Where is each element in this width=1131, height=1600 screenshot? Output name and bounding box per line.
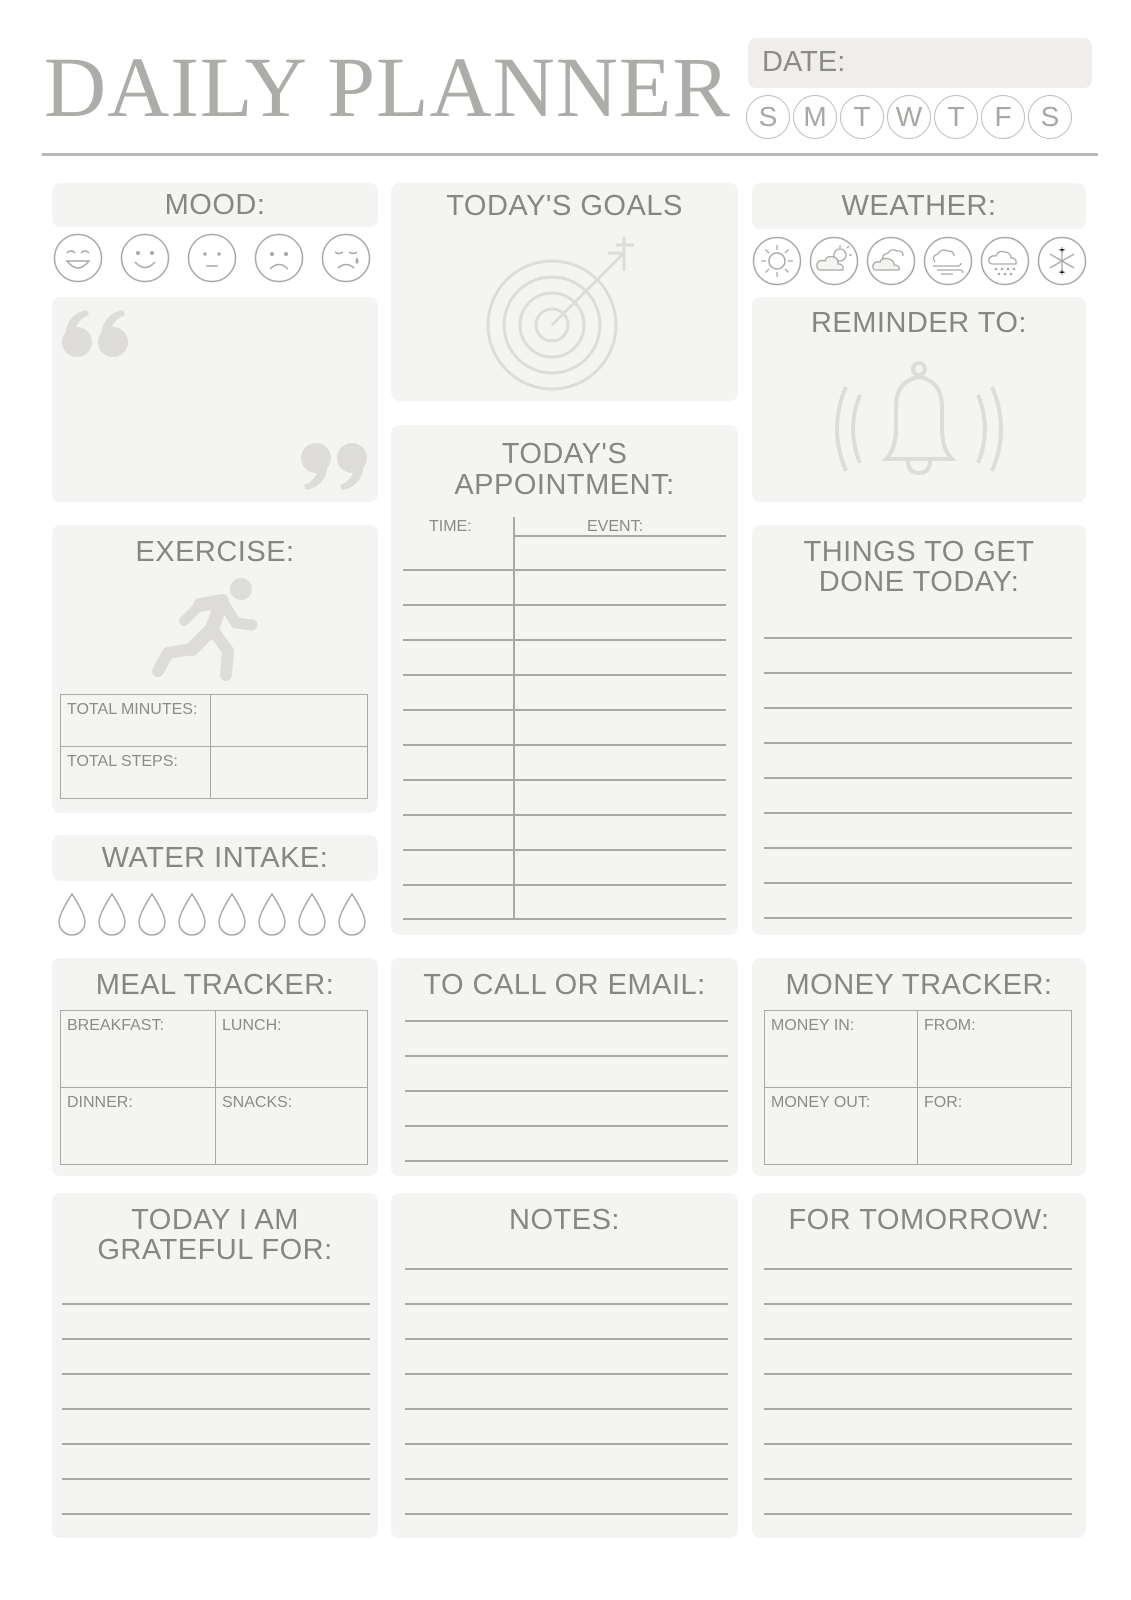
day-tuesday[interactable]: T: [840, 95, 884, 139]
todo-line: [764, 707, 1072, 709]
appointment-row: [403, 569, 726, 571]
appointment-row: [403, 639, 726, 641]
water-drop-icon[interactable]: [137, 892, 167, 936]
water-header: [52, 835, 378, 881]
tomorrow-title: FOR TOMORROW:: [788, 1204, 1050, 1236]
call-lines[interactable]: [405, 1020, 728, 1170]
water-drop-icon[interactable]: [57, 892, 87, 936]
todo-line: [764, 637, 1072, 639]
money-title: MONEY TRACKER:: [785, 969, 1053, 1001]
todo-line: [764, 777, 1072, 779]
grateful-line: [62, 1408, 370, 1410]
money-from-cell[interactable]: FROM:: [918, 1011, 1072, 1088]
appointment-row: [403, 604, 726, 606]
todo-line: [764, 812, 1072, 814]
notes-line: [405, 1303, 728, 1305]
tomorrow-line: [764, 1338, 1072, 1340]
call-line: [405, 1055, 728, 1057]
day-friday[interactable]: F: [981, 95, 1025, 139]
grateful-title-line1: TODAY I AM: [131, 1204, 299, 1236]
water-drop-icon[interactable]: [297, 892, 327, 936]
date-field[interactable]: [748, 38, 1092, 88]
call-line: [405, 1160, 728, 1162]
water-drop-icon[interactable]: [337, 892, 367, 936]
tomorrow-line: [764, 1303, 1072, 1305]
notes-line: [405, 1408, 728, 1410]
meal-panel: [52, 958, 378, 1176]
open-quote-icon: [60, 305, 132, 363]
windy-icon[interactable]: [923, 236, 973, 286]
mood-selector: [53, 233, 371, 283]
laughing-face-icon[interactable]: [53, 233, 103, 283]
todo-line: [764, 882, 1072, 884]
exercise-title: EXERCISE:: [135, 536, 295, 568]
total-steps-label: TOTAL STEPS:: [61, 747, 211, 799]
goals-panel[interactable]: [391, 183, 738, 401]
appointment-event-header: EVENT:: [587, 518, 644, 535]
notes-line: [405, 1478, 728, 1480]
water-title: WATER INTAKE:: [101, 842, 329, 874]
water-drop-icon[interactable]: [257, 892, 287, 936]
tomorrow-lines[interactable]: [764, 1268, 1072, 1528]
snacks-cell[interactable]: SNACKS:: [216, 1088, 368, 1165]
notes-line: [405, 1443, 728, 1445]
cloudy-icon[interactable]: [866, 236, 916, 286]
lunch-cell[interactable]: LUNCH:: [216, 1011, 368, 1088]
grateful-line: [62, 1373, 370, 1375]
page-title: DAILY PLANNER: [44, 39, 731, 135]
todo-panel: [752, 525, 1086, 935]
exercise-table: [60, 694, 368, 799]
meal-title: MEAL TRACKER:: [95, 969, 335, 1001]
day-thursday[interactable]: T: [934, 95, 978, 139]
close-quote-icon: [297, 437, 369, 495]
appointment-row: [403, 779, 726, 781]
weather-header: [752, 183, 1086, 229]
grateful-line: [62, 1478, 370, 1480]
rain-icon[interactable]: [980, 236, 1030, 286]
weather-title: WEATHER:: [841, 190, 997, 222]
appointment-title-line1: TODAY'S: [501, 438, 628, 470]
day-saturday[interactable]: S: [1028, 95, 1072, 139]
notes-lines[interactable]: [405, 1268, 728, 1528]
crying-face-icon[interactable]: [321, 233, 371, 283]
neutral-face-icon[interactable]: [187, 233, 237, 283]
appointment-time-header: TIME:: [429, 518, 472, 535]
todo-line: [764, 917, 1072, 919]
date-label: DATE:: [762, 46, 846, 78]
dinner-cell[interactable]: DINNER:: [61, 1088, 216, 1165]
target-icon: [486, 231, 646, 391]
water-drop-icon[interactable]: [217, 892, 247, 936]
call-panel: [391, 958, 738, 1176]
todo-line: [764, 847, 1072, 849]
sunny-icon[interactable]: [752, 236, 802, 286]
appointment-row: [403, 814, 726, 816]
money-out-cell[interactable]: MONEY OUT:: [765, 1088, 918, 1165]
appointment-row: [403, 674, 726, 676]
money-panel: [752, 958, 1086, 1176]
tomorrow-line: [764, 1513, 1072, 1515]
call-line: [405, 1090, 728, 1092]
quote-panel[interactable]: [52, 297, 378, 502]
bell-icon: [834, 355, 1004, 483]
day-wednesday[interactable]: W: [887, 95, 931, 139]
grateful-line: [62, 1338, 370, 1340]
mood-header: [52, 183, 378, 227]
grateful-panel: [52, 1193, 378, 1538]
notes-line: [405, 1373, 728, 1375]
grateful-lines[interactable]: [62, 1303, 370, 1525]
tomorrow-line: [764, 1408, 1072, 1410]
total-minutes-input[interactable]: [211, 695, 368, 747]
appointment-row: [403, 744, 726, 746]
tomorrow-line: [764, 1478, 1072, 1480]
total-minutes-label: TOTAL MINUTES:: [61, 695, 211, 747]
todo-line: [764, 742, 1072, 744]
mood-title: MOOD:: [164, 189, 266, 221]
appointment-row: [403, 709, 726, 711]
day-sunday[interactable]: S: [746, 95, 790, 139]
smiling-face-icon[interactable]: [120, 233, 170, 283]
snow-icon[interactable]: [1037, 236, 1087, 286]
money-table: [764, 1010, 1072, 1165]
runner-icon: [152, 575, 262, 685]
tomorrow-panel: [752, 1193, 1086, 1538]
notes-line: [405, 1513, 728, 1515]
appointment-row: [403, 849, 726, 851]
tomorrow-line: [764, 1268, 1072, 1270]
notes-line: [405, 1268, 728, 1270]
appointment-panel: [391, 425, 738, 935]
reminder-title: REMINDER TO:: [810, 307, 1027, 339]
header-divider: [42, 153, 1098, 156]
appointment-lines[interactable]: [403, 535, 726, 925]
grateful-line: [62, 1303, 370, 1305]
reminder-panel[interactable]: [752, 297, 1086, 502]
call-line: [405, 1020, 728, 1022]
tomorrow-line: [764, 1373, 1072, 1375]
appointment-row: [403, 884, 726, 886]
todo-title-line2: DONE TODAY:: [818, 566, 1020, 598]
day-monday[interactable]: M: [793, 95, 837, 139]
water-drop-icon[interactable]: [177, 892, 207, 936]
tomorrow-line: [764, 1443, 1072, 1445]
breakfast-cell[interactable]: BREAKFAST:: [61, 1011, 216, 1088]
money-in-cell[interactable]: MONEY IN:: [765, 1011, 918, 1088]
appointment-title-line2: APPOINTMENT:: [454, 469, 675, 501]
call-line: [405, 1125, 728, 1127]
todo-lines[interactable]: [764, 637, 1072, 927]
todo-title-line1: THINGS TO GET: [803, 536, 1035, 568]
exercise-panel: [52, 525, 378, 813]
call-title: TO CALL OR EMAIL:: [423, 969, 706, 1001]
appointment-row: [513, 535, 726, 537]
money-for-cell[interactable]: FOR:: [918, 1088, 1072, 1165]
grateful-line: [62, 1443, 370, 1445]
grateful-line: [62, 1513, 370, 1515]
appointment-row: [403, 918, 726, 920]
water-drops: [57, 892, 367, 936]
weekday-selector: [746, 95, 1072, 139]
partly-cloudy-icon[interactable]: [809, 236, 859, 286]
notes-line: [405, 1338, 728, 1340]
goals-title: TODAY'S GOALS: [446, 190, 683, 222]
sad-face-icon[interactable]: [254, 233, 304, 283]
weather-selector: [752, 236, 1087, 286]
total-steps-input[interactable]: [211, 747, 368, 799]
notes-panel: [391, 1193, 738, 1538]
meal-table: [60, 1010, 368, 1165]
notes-title: NOTES:: [509, 1204, 620, 1236]
water-drop-icon[interactable]: [97, 892, 127, 936]
todo-line: [764, 672, 1072, 674]
grateful-title-line2: GRATEFUL FOR:: [97, 1234, 333, 1266]
